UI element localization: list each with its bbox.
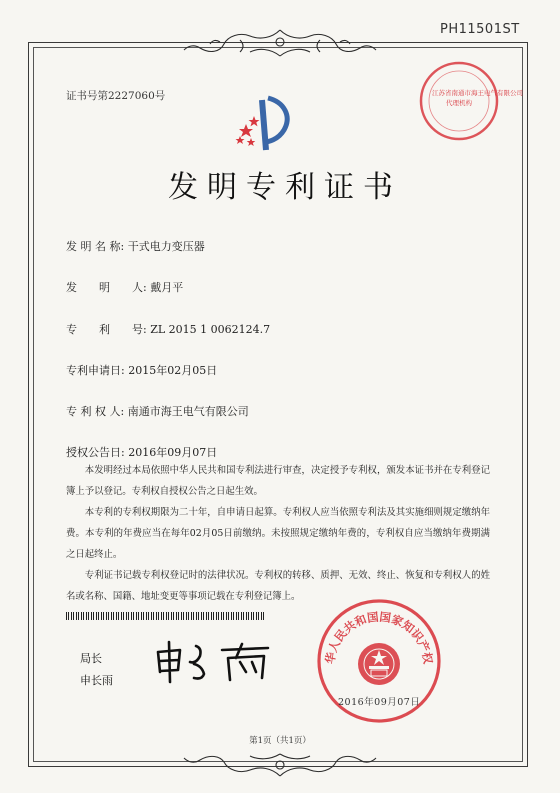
officer-title: 局长: [80, 652, 102, 665]
certificate-number: 证书号第2227060号: [66, 90, 166, 102]
inventor-label: 发 明 人:: [66, 281, 147, 294]
field-filing-date: [66, 362, 217, 378]
field-patent-number: [66, 321, 270, 337]
filing-date-value: 2015年02月05日: [128, 364, 218, 377]
top-ornament: [180, 26, 380, 60]
grant-date-value: 2016年09月07日: [128, 446, 218, 459]
officer-name: 申长雨: [80, 674, 113, 687]
paragraph-term: 本专利的专利权期限为二十年，自申请日起算。专利权人应当依照专利法及其实施细则规定缴纳年费。本专利的年费应当在每年02月05日前缴纳。未按照规定缴纳年费的，专利权自应当缴纳年费期满之日起终止。: [66, 507, 490, 560]
seal-date: 2016年09月07日: [338, 697, 421, 708]
barcode: [66, 612, 266, 620]
agency-stamp-line-1: 江苏省南通市海王电气有限公司: [432, 89, 523, 97]
certificate-body: [66, 460, 490, 607]
field-invention-name: [66, 238, 205, 254]
bottom-ornament: [180, 750, 380, 780]
field-grant-date: [66, 444, 217, 460]
paragraph-grant: 本发明经过本局依照中华人民共和国专利法进行审查，决定授予专利权，颁发本证书并在专利登记簿上予以登记。专利权自授权公告之日起生效。: [66, 465, 490, 497]
patentee-label: 专 利 权 人:: [66, 405, 125, 418]
field-inventor: [66, 279, 183, 295]
field-patentee: [66, 403, 249, 419]
grant-date-label: 授权公告日:: [66, 446, 125, 459]
agency-stamp: [418, 60, 523, 142]
seal-text: 华人民共和国国家知识产权: [322, 609, 436, 665]
patent-office-logo: [234, 94, 300, 158]
handwritten-reference: PH11501ST: [440, 22, 520, 37]
invention-name-label: 发 明 名 称:: [66, 240, 125, 253]
page-number: 第1页（共1页）: [249, 736, 311, 746]
certificate-title: 发明专利证书: [168, 170, 402, 205]
patent-number-label: 专 利 号:: [66, 323, 147, 336]
paragraph-legal-status: 专利证书记载专利权登记时的法律状况。专利权的转移、质押、无效、终止、恢复和专利权人的姓名或名称、国籍、地址变更等事项记载在专利登记簿上。: [66, 570, 490, 602]
director-signature: [150, 636, 280, 686]
filing-date-label: 专利申请日:: [66, 364, 125, 377]
inventor-value: 戴月平: [150, 281, 184, 294]
patentee-value: 南通市海王电气有限公司: [127, 405, 249, 418]
agency-stamp-line-2: 代理机构: [446, 99, 472, 107]
invention-name-value: 干式电力变压器: [127, 240, 205, 253]
patent-number-value: ZL 2015 1 0062124.7: [150, 323, 271, 336]
